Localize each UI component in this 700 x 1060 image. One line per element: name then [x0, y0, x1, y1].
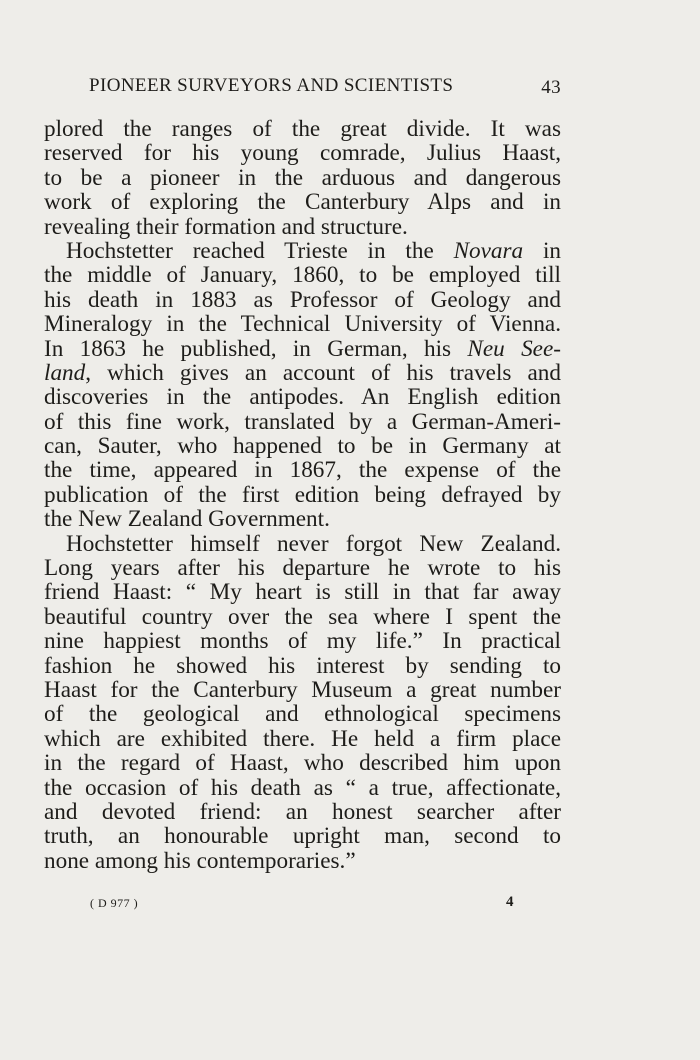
text-line: fashion he showed his interest by sending to: [44, 652, 561, 679]
text-line: the middle of January, 1860, to be employed till: [44, 262, 561, 289]
text-line: Haast for the Canterbury Museum a great number: [44, 676, 561, 703]
signature-mark: ( D 977 ): [90, 896, 139, 910]
text-run: , which gives an account of his travels and: [85, 359, 561, 386]
text-line: the time, appeared in 1867, the expense of the: [44, 457, 561, 484]
text-line: nine happiest months of my life.” In practical: [44, 628, 561, 655]
text-line: none among his contemporaries.”: [44, 847, 356, 874]
book-title: Neu See-: [467, 335, 561, 362]
text-line: discoveries in the antipodes. An English edition: [44, 384, 561, 411]
text-line: and devoted friend: an honest searcher after: [44, 798, 561, 825]
text-line: of the geological and ethnological specimens: [44, 701, 561, 728]
text-line: reserved for his young comrade, Julius Haast,: [44, 140, 561, 167]
text-line: of this fine work, translated by a German-Ameri-: [44, 408, 561, 435]
text-line: Hochstetter himself never forgot New Zealand.: [66, 530, 561, 557]
text-line: Mineralogy in the Technical University of Vienna.: [44, 311, 561, 338]
book-title: land: [44, 359, 86, 386]
text-line: [44, 337, 561, 361]
text-line: publication of the first edition being defrayed by: [44, 481, 561, 508]
text-run: In 1863 he published, in German, his: [44, 335, 468, 362]
text-line: friend Haast: “ My heart is still in that far away: [44, 579, 561, 606]
text-line: in the regard of Haast, who described him upon: [44, 750, 561, 777]
text-line: Long years after his departure he wrote to his: [44, 555, 561, 582]
text-line: work of exploring the Canterbury Alps and in: [44, 189, 561, 216]
ship-name: Novara: [453, 237, 524, 264]
text-line: revealing their formation and structure.: [44, 213, 408, 240]
text-line: to be a pioneer in the arduous and dangerous: [44, 164, 561, 191]
text-line: can, Sauter, who happened to be in Germany at: [44, 433, 561, 460]
text-run: in: [523, 237, 561, 264]
text-line: the New Zealand Government.: [44, 506, 330, 533]
text-line: truth, an honourable upright man, second to: [44, 823, 561, 850]
page-number: 43: [541, 77, 561, 98]
running-title: PIONEER SURVEYORS AND SCIENTISTS: [89, 75, 454, 96]
text-line: the occasion of his death as “ a true, affectionate,: [44, 774, 561, 801]
text-line: [44, 239, 561, 263]
text-line: which are exhibited there. He held a firm place: [44, 725, 561, 752]
text-line: his death in 1883 as Professor of Geology and: [44, 286, 561, 313]
text-line: plored the ranges of the great divide. It was: [44, 116, 561, 142]
body-text: [44, 117, 561, 873]
sheet-number: 4: [506, 894, 514, 910]
text-line: beautiful country over the sea where I spent the: [44, 603, 561, 630]
text-run: Hochstetter reached Trieste in the: [66, 237, 454, 264]
text-line: [44, 361, 561, 385]
